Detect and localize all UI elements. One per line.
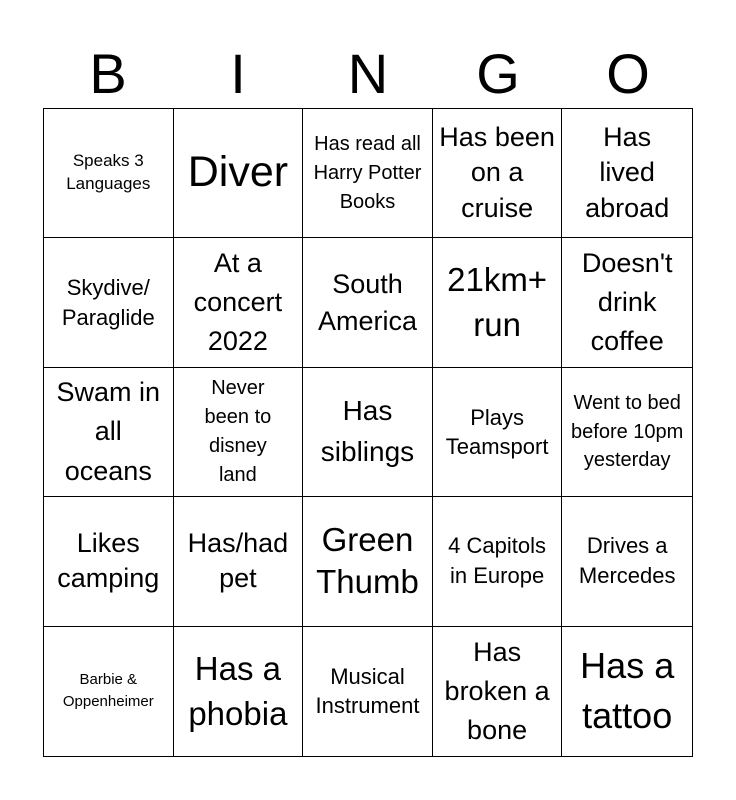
bingo-cell[interactable] — [562, 497, 692, 626]
bingo-cell[interactable] — [433, 109, 563, 238]
bingo-cell[interactable] — [174, 238, 304, 367]
cell-text: 21km+ run — [447, 261, 548, 343]
cell-text: Barbie & Oppenheimer — [62, 670, 154, 711]
cell-text: Green Thumb — [316, 520, 419, 601]
header-letter-b: B — [89, 42, 127, 105]
header-letter-o: O — [606, 42, 650, 105]
bingo-cell[interactable] — [44, 497, 174, 626]
bingo-cell[interactable] — [44, 109, 174, 238]
cell-text: Speaks 3 Languages — [66, 151, 151, 194]
cell-text: Drives a Mercedes — [578, 533, 676, 589]
bingo-cell[interactable] — [44, 627, 174, 756]
bingo-cell[interactable] — [174, 109, 304, 238]
cell-text: Went to bed before 10pm yesterday — [571, 391, 684, 472]
cell-text: 4 Capitols in Europe — [448, 532, 547, 589]
bingo-cell[interactable] — [174, 368, 304, 497]
header-letter-i: I — [230, 42, 246, 105]
header-letter-g: G — [476, 42, 520, 105]
bingo-cell[interactable] — [562, 109, 692, 238]
bingo-cell[interactable] — [562, 627, 692, 756]
bingo-cell[interactable] — [44, 368, 174, 497]
header-letter-n: N — [347, 42, 389, 105]
bingo-cell[interactable] — [303, 368, 433, 497]
bingo-cell[interactable] — [303, 497, 433, 626]
cell-text: Likes camping — [57, 527, 160, 594]
cell-text: Doesn't drink coffee — [581, 247, 673, 357]
cell-text: Skydive/ Paraglide — [61, 274, 155, 330]
bingo-cell[interactable] — [303, 627, 433, 756]
bingo-cell[interactable] — [433, 368, 563, 497]
bingo-cell[interactable] — [433, 497, 563, 626]
cell-text: Has a tattoo — [580, 644, 675, 737]
cell-text: Has/had pet — [187, 527, 289, 594]
cell-text: Has read all Harry Potter Books — [313, 133, 422, 213]
cell-text: South America — [317, 268, 417, 336]
cell-text: Has lived abroad — [585, 121, 670, 223]
cell-text: At a concert 2022 — [193, 247, 283, 357]
cell-text: Plays Teamsport — [445, 404, 549, 459]
cell-text: Has siblings — [320, 395, 415, 467]
cell-text: Swam in all oceans — [56, 377, 161, 486]
bingo-cell[interactable] — [562, 368, 692, 497]
bingo-cell[interactable] — [174, 627, 304, 756]
bingo-cell[interactable] — [174, 497, 304, 626]
bingo-cell[interactable] — [44, 238, 174, 367]
bingo-board — [43, 108, 693, 757]
bingo-cell[interactable] — [303, 109, 433, 238]
cell-text: Musical Instrument — [315, 664, 420, 719]
cell-text: Has broken a bone — [444, 636, 550, 745]
bingo-cell[interactable] — [562, 238, 692, 367]
bingo-cell[interactable] — [303, 238, 433, 367]
cell-text: Has been on a cruise — [439, 121, 555, 223]
bingo-cell[interactable] — [433, 238, 563, 367]
cell-text: Never been to disney land — [204, 376, 272, 486]
bingo-cell[interactable] — [433, 627, 563, 756]
cell-text: Diver — [187, 148, 289, 197]
bingo-header — [43, 40, 693, 108]
cell-text: Has a phobia — [188, 649, 288, 733]
